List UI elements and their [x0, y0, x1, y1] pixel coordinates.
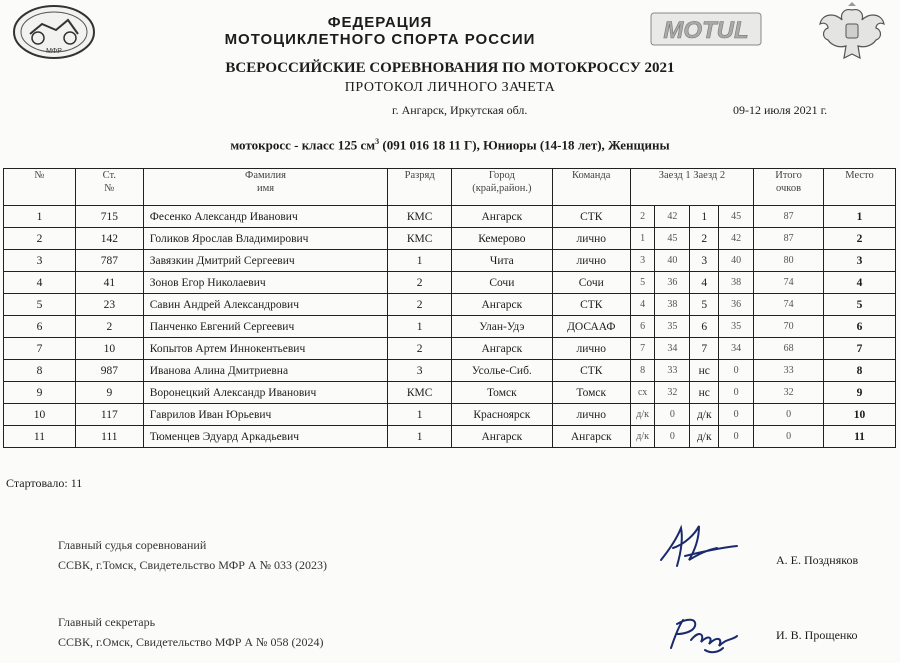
start-number: 787	[75, 250, 143, 272]
team: ДОСААФ	[552, 316, 630, 338]
heat2-points: 0	[719, 426, 754, 448]
city: Томск	[452, 382, 553, 404]
city: Ангарск	[452, 294, 553, 316]
total-points: 0	[754, 426, 824, 448]
table-row	[4, 360, 896, 382]
start-number: 142	[75, 228, 143, 250]
heat1-position: д/к	[630, 426, 655, 448]
header-total: Итого очков	[754, 169, 824, 206]
row-num: 5	[4, 294, 76, 316]
heat2-position: 6	[690, 316, 719, 338]
row-num: 1	[4, 206, 76, 228]
rank: 2	[388, 272, 452, 294]
city: Красноярск	[452, 404, 553, 426]
heat2-points: 36	[719, 294, 754, 316]
participant-name: Копытов Артем Иннокентьевич	[143, 338, 388, 360]
heat1-points: 32	[655, 382, 690, 404]
participant-name: Савин Андрей Александрович	[143, 294, 388, 316]
total-points: 74	[754, 294, 824, 316]
row-num: 8	[4, 360, 76, 382]
total-points: 70	[754, 316, 824, 338]
federation-title	[150, 14, 610, 48]
participant-name: Зонов Егор Николаевич	[143, 272, 388, 294]
heat2-points: 35	[719, 316, 754, 338]
start-number: 10	[75, 338, 143, 360]
row-num: 10	[4, 404, 76, 426]
table-row	[4, 338, 896, 360]
team: СТК	[552, 360, 630, 382]
table-row	[4, 250, 896, 272]
participant-name: Иванова Алина Дмитриевна	[143, 360, 388, 382]
team: СТК	[552, 294, 630, 316]
heat2-position: 5	[690, 294, 719, 316]
judge-name: А. Е. Поздняков	[776, 553, 859, 567]
start-number: 2	[75, 316, 143, 338]
competition-title: ВСЕРОССИЙСКИЕ СОРЕВНОВАНИЯ ПО МОТОКРОССУ 2021	[225, 60, 675, 76]
table-row	[4, 426, 896, 448]
participant-name: Воронецкий Александр Иванович	[143, 382, 388, 404]
team: СТК	[552, 206, 630, 228]
class-line	[0, 137, 900, 153]
row-num: 6	[4, 316, 76, 338]
motul-logo	[650, 12, 762, 46]
row-num: 7	[4, 338, 76, 360]
total-points: 32	[754, 382, 824, 404]
rank: КМС	[388, 206, 452, 228]
judge-signature	[655, 520, 740, 572]
city: Ангарск	[452, 426, 553, 448]
participant-name: Завязкин Дмитрий Сергеевич	[143, 250, 388, 272]
federation-line1: ФЕДЕРАЦИЯ	[327, 14, 433, 31]
heat2-position: нс	[690, 382, 719, 404]
final-place: 5	[824, 294, 896, 316]
heat2-points: 40	[719, 250, 754, 272]
heat1-position: сх	[630, 382, 655, 404]
header-team: Команда	[552, 169, 630, 206]
heat2-points: 42	[719, 228, 754, 250]
header-start-no: Ст. №	[75, 169, 143, 206]
heat2-points: 0	[719, 404, 754, 426]
start-number: 23	[75, 294, 143, 316]
rank: КМС	[388, 228, 452, 250]
participant-name: Фесенко Александр Иванович	[143, 206, 388, 228]
protocol-subtitle: ПРОТОКОЛ ЛИЧНОГО ЗАЧЕТА	[344, 80, 556, 95]
class-sup: 3	[375, 137, 380, 146]
header-rank: Разряд	[388, 169, 452, 206]
judge-title: Главный судья соревнований	[58, 538, 207, 552]
svg-text:МФР: МФР	[46, 48, 62, 55]
rank: 1	[388, 426, 452, 448]
results-table	[3, 168, 896, 448]
final-place: 11	[824, 426, 896, 448]
city: Сочи	[452, 272, 553, 294]
table-row	[4, 206, 896, 228]
heat2-position: 4	[690, 272, 719, 294]
heat1-position: 3	[630, 250, 655, 272]
start-number: 111	[75, 426, 143, 448]
total-points: 0	[754, 404, 824, 426]
heat2-points: 34	[719, 338, 754, 360]
heat2-position: д/к	[690, 426, 719, 448]
secretary-title: Главный секретарь	[58, 615, 156, 629]
table-row	[4, 272, 896, 294]
started-count: Стартовало: 11	[6, 476, 83, 490]
rank: 1	[388, 316, 452, 338]
location: г. Ангарск, Иркутская обл.	[392, 103, 528, 117]
participant-name: Тюменцев Эдуард Аркадьевич	[143, 426, 388, 448]
class-suffix: (091 016 18 11 Г), Юниоры (14-18 лет), Женщины	[379, 137, 670, 153]
heat1-points: 33	[655, 360, 690, 382]
total-points: 80	[754, 250, 824, 272]
final-place: 9	[824, 382, 896, 404]
federation-line2: МОТОЦИКЛЕТНОГО СПОРТА РОССИИ	[224, 31, 536, 48]
final-place: 8	[824, 360, 896, 382]
dates: 09-12 июля 2021 г.	[733, 103, 828, 117]
heat2-position: 2	[690, 228, 719, 250]
start-number: 987	[75, 360, 143, 382]
heat1-points: 38	[655, 294, 690, 316]
header-place: Место	[824, 169, 896, 206]
table-row	[4, 228, 896, 250]
heat1-position: 2	[630, 206, 655, 228]
participant-name: Голиков Ярослав Владимирович	[143, 228, 388, 250]
total-points: 74	[754, 272, 824, 294]
city: Чита	[452, 250, 553, 272]
total-points: 68	[754, 338, 824, 360]
rank: 3	[388, 360, 452, 382]
final-place: 4	[824, 272, 896, 294]
header-heats: Заезд 1 Заезд 2	[630, 169, 753, 206]
heat2-position: 3	[690, 250, 719, 272]
total-points: 87	[754, 206, 824, 228]
final-place: 1	[824, 206, 896, 228]
city: Ангарск	[452, 338, 553, 360]
start-number: 41	[75, 272, 143, 294]
participant-name: Гаврилов Иван Юрьевич	[143, 404, 388, 426]
heat2-points: 45	[719, 206, 754, 228]
heat1-points: 0	[655, 404, 690, 426]
header-city: Город (край,район.)	[452, 169, 553, 206]
team: Сочи	[552, 272, 630, 294]
heat1-points: 42	[655, 206, 690, 228]
final-place: 2	[824, 228, 896, 250]
heat2-points: 0	[719, 382, 754, 404]
double-headed-eagle-emblem	[814, 2, 890, 62]
row-num: 11	[4, 426, 76, 448]
heat1-position: д/к	[630, 404, 655, 426]
start-number: 9	[75, 382, 143, 404]
table-row	[4, 404, 896, 426]
team: лично	[552, 250, 630, 272]
city: Улан-Удэ	[452, 316, 553, 338]
table-row	[4, 294, 896, 316]
city: Кемерово	[452, 228, 553, 250]
heat2-points: 38	[719, 272, 754, 294]
final-place: 10	[824, 404, 896, 426]
heat1-position: 8	[630, 360, 655, 382]
table-row	[4, 382, 896, 404]
heat1-position: 4	[630, 294, 655, 316]
heat2-position: 7	[690, 338, 719, 360]
heat1-position: 5	[630, 272, 655, 294]
class-prefix: мотокросс - класс 125 см	[230, 137, 376, 153]
team: Томск	[552, 382, 630, 404]
team: лично	[552, 228, 630, 250]
team: Ангарск	[552, 426, 630, 448]
row-num: 3	[4, 250, 76, 272]
heat1-position: 7	[630, 338, 655, 360]
heat1-points: 34	[655, 338, 690, 360]
city: Ангарск	[452, 206, 553, 228]
svg-text:MOTUL: MOTUL	[663, 17, 749, 44]
city: Усолье-Сиб.	[452, 360, 553, 382]
team: лично	[552, 338, 630, 360]
rank: 2	[388, 294, 452, 316]
heat1-position: 1	[630, 228, 655, 250]
final-place: 7	[824, 338, 896, 360]
heat1-position: 6	[630, 316, 655, 338]
chief-secretary-block	[58, 612, 323, 652]
rank: 1	[388, 404, 452, 426]
heat2-position: нс	[690, 360, 719, 382]
team: лично	[552, 404, 630, 426]
rank: КМС	[388, 382, 452, 404]
header-num: №	[4, 169, 76, 206]
heat2-position: д/к	[690, 404, 719, 426]
participant-name: Панченко Евгений Сергеевич	[143, 316, 388, 338]
heat1-points: 45	[655, 228, 690, 250]
row-num: 4	[4, 272, 76, 294]
secretary-name: И. В. Прощенко	[776, 628, 858, 642]
mfr-logo	[12, 4, 96, 60]
heat2-position: 1	[690, 206, 719, 228]
header-name: Фамилия имя	[143, 169, 388, 206]
rank: 2	[388, 338, 452, 360]
header-row	[4, 169, 896, 206]
total-points: 33	[754, 360, 824, 382]
rank: 1	[388, 250, 452, 272]
secretary-signature	[665, 612, 740, 658]
table-row	[4, 316, 896, 338]
start-number: 715	[75, 206, 143, 228]
row-num: 2	[4, 228, 76, 250]
heat2-points: 0	[719, 360, 754, 382]
judge-cert: ССВК, г.Томск, Свидетельство МФР А № 033 (2023)	[58, 558, 328, 572]
chief-judge-block	[58, 535, 327, 575]
heat1-points: 0	[655, 426, 690, 448]
heat1-points: 35	[655, 316, 690, 338]
secretary-cert: ССВК, г.Омск, Свидетельство МФР А № 058 (2024)	[58, 635, 324, 649]
start-number: 117	[75, 404, 143, 426]
row-num: 9	[4, 382, 76, 404]
final-place: 6	[824, 316, 896, 338]
final-place: 3	[824, 250, 896, 272]
heat1-points: 40	[655, 250, 690, 272]
heat1-points: 36	[655, 272, 690, 294]
total-points: 87	[754, 228, 824, 250]
